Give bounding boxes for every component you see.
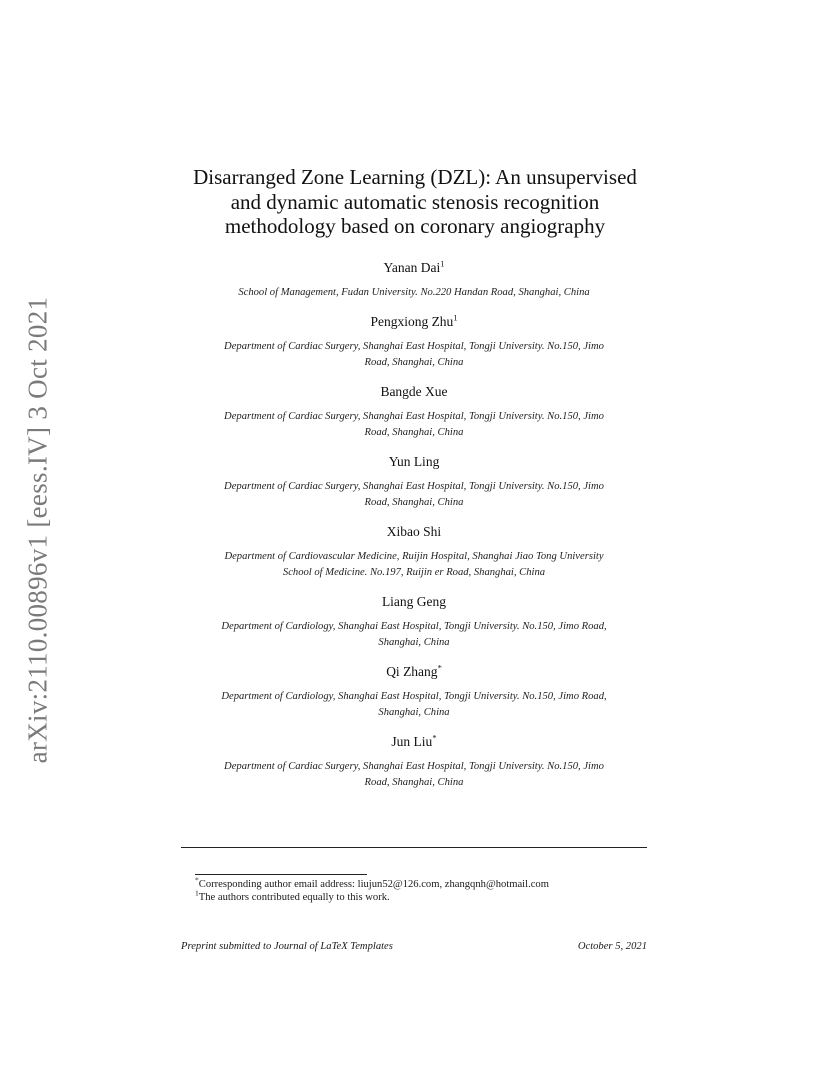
author-affiliation — [160, 339, 668, 372]
affiliation-line: Road, Shanghai, China — [364, 777, 464, 788]
author-name: Bangde Xue — [380, 383, 448, 399]
author-affiliation — [160, 479, 668, 512]
author-affiliation — [160, 759, 668, 792]
affiliation-line: Department of Cardiac Surgery, Shanghai East Hospital, Tongji University. No.150, Jimo — [224, 760, 604, 772]
affiliation-line: Department of Cardiac Surgery, Shanghai East Hospital, Tongji University. No.150, Jimo — [224, 340, 604, 352]
author-affiliation — [160, 409, 668, 442]
affiliation-line: Road, Shanghai, China — [364, 357, 464, 368]
affiliation-line: Department of Cardiac Surgery, Shanghai East Hospital, Tongji University. No.150, Jimo — [224, 410, 604, 422]
author-name: Liang Geng — [381, 593, 447, 609]
corresponding-author-mark: * — [432, 732, 437, 742]
author-name: Pengxiong Zhu$^1$ — [370, 312, 458, 329]
corresponding-author-footnote — [195, 875, 645, 891]
author-name: Yanan Dai$^1$ — [383, 258, 445, 275]
preprint-date: October 5, 2021 — [577, 941, 647, 952]
title-line: Disarranged Zone Learning (DZL): An unsupervised — [193, 165, 637, 189]
author-block — [160, 522, 668, 582]
affiliation-line: Road, Shanghai, China — [364, 427, 464, 438]
author-footnote-mark: 1 — [453, 312, 458, 322]
footnote-text: The authors contributed equally to this work. — [198, 892, 390, 903]
arxiv-identifier-stamp: arXiv:2110.00896v1 [eess.IV] 3 Oct 2021 — [22, 296, 53, 764]
author-name: Qi Zhang* — [386, 662, 442, 679]
affiliation-line: Department of Cardiac Surgery, Shanghai East Hospital, Tongji University. No.150, Jimo — [224, 480, 604, 492]
affiliation-line: Shanghai, China — [378, 707, 450, 718]
author-block — [160, 258, 668, 302]
footer-rule — [181, 847, 647, 848]
affiliation-line: Department of Cardiovascular Medicine, Ruijin Hospital, Shanghai Jiao Tong University — [224, 550, 604, 562]
corresponding-author-mark: * — [437, 662, 442, 672]
title-line: methodology based on coronary angiography — [224, 214, 606, 238]
affiliation-line: Road, Shanghai, China — [364, 497, 464, 508]
author-affiliation — [160, 689, 668, 722]
footnotes — [195, 875, 645, 904]
paper-title — [150, 165, 680, 239]
author-affiliation — [160, 619, 668, 652]
author-block — [160, 592, 668, 652]
footnote-mark: 1 — [195, 888, 199, 898]
affiliation-line: Department of Cardiology, Shanghai East Hospital, Tongji University. No.150, Jimo Road, — [221, 690, 607, 702]
affiliation-line: School of Medicine. No.197, Ruijin er Road, Shanghai, China — [282, 567, 546, 578]
author-list — [160, 258, 668, 802]
author-name: Yun Ling — [388, 453, 440, 469]
affiliation-line: School of Management, Fudan University. No.220 Handan Road, Shanghai, China — [238, 287, 590, 298]
author-affiliation — [160, 549, 668, 582]
footnote-text: Corresponding author email address: liujun52@126.com, zhangqnh@hotmail.com — [198, 879, 549, 890]
preprint-journal: Preprint submitted to Journal of LaTeX Templates — [181, 941, 393, 952]
author-name: Xibao Shi — [386, 523, 442, 539]
footnote-rule — [195, 874, 367, 875]
author-block — [160, 312, 668, 372]
author-footnote-mark: 1 — [440, 258, 445, 269]
footnote-mark: * — [195, 875, 199, 885]
author-block — [160, 732, 668, 792]
author-block — [160, 382, 668, 442]
equal-contribution-footnote — [195, 888, 645, 904]
author-block — [160, 662, 668, 722]
author-affiliation — [160, 285, 668, 302]
author-name: Jun Liu* — [391, 732, 437, 749]
affiliation-line: Shanghai, China — [378, 637, 450, 648]
affiliation-line: Department of Cardiology, Shanghai East Hospital, Tongji University. No.150, Jimo Road, — [221, 620, 607, 632]
author-block — [160, 452, 668, 512]
title-line: and dynamic automatic stenosis recognition — [230, 189, 600, 214]
